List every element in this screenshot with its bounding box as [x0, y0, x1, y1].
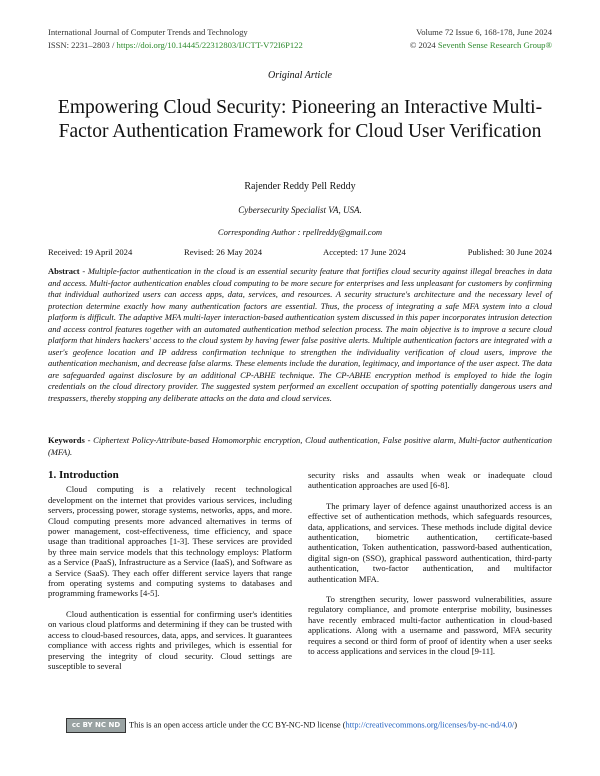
journal-info [48, 26, 303, 52]
abstract-text: - Multiple-factor authentication in the cloud is an essential security feature that fortifies cloud security against illegal breaches in data and access. Multi-factor authentication enables cloud computing to be more secure for enterprises and less unpleasant for customers by confirming that individual authorized users can access apps, data, services, and resources. A security structure's architecture and the necessary level of protection determine exactly how many authentication factors are essential. Thus, the process of integrating a safe MFA system into a cloud platform is difficult. The adaptive MFA multi-layer interaction-based authentication system discussed in this paper incorporates intrusion detection and access control features together with an automated authentication method selection process. The main objective is to improve a secure cloud platform that hinders hackers' access to the cloud system by having fewer false positive alerts. Multiple authentication factors are integrated with a user's geofence location and IP address confirmation technique to strengthen the individuality verification of cloud users, improve the authentication mechanism, and decrease false alarms. These elements include the duration, legitimacy, and importance of the user aspect. The data are safeguarded against disclosure by an additional CP-ABHE technique. The CP-ABHE encryption method is employed to hide the login credentials on the cloud directory provider. The suggested system performed an excellent occupation of spotting potentially dangerous users and trespassers, thereby stopping any deliberate attacks on the data and cloud services. [48, 266, 552, 403]
copyright: © 2024 [409, 40, 438, 50]
issn: ISSN: 2231–2803 / [48, 40, 117, 50]
journal-name: International Journal of Computer Trends and Technology [48, 27, 248, 37]
article-type: Original Article [268, 70, 332, 81]
paragraph: To strengthen security, lower password vulnerabilities, assure regulatory compliance, and promote enterprise mobility, businesses have recently embraced multi-factor authentication in cloud-based applications. Along with a username and password, MFA security requires a second or third form of proof of identity when a user seeks to access applications and services in the cloud [9-11]. [308, 594, 552, 657]
right-column [308, 470, 552, 667]
keywords-label: Keywords [48, 435, 85, 445]
cc-license-badge: cc BY NC ND [66, 718, 126, 733]
abstract [48, 266, 552, 404]
paragraph: Cloud computing is a relatively recent technological development on the internet that provides various services, including servers, processing power, storage systems, networks, apps, and more. Cloud computing presents more advanced alternatives in terms of power management, cost-effectiveness, time efficiency, and space usage than traditional approaches [1-3]. These services are provided by three main service models that this technology employs: Platform as a Service (PaaS), Infrastructure as a Service (IaaS), and Software as a Service (SaaS). They each offer different service layers that range from operating systems and computing systems to databases and programming frameworks [4-5]. [48, 484, 292, 599]
dates-row [48, 247, 552, 259]
date-received: Received: 19 April 2024 [48, 247, 133, 257]
keywords-text: - Ciphertext Policy-Attribute-based Homomorphic encryption, Cloud authentication, False positive alarm, Multi-factor authentication (MFA). [48, 435, 552, 457]
publisher-link[interactable]: Seventh Sense Research Group® [437, 40, 552, 50]
license-close: ) [514, 720, 518, 730]
paper-title: Empowering Cloud Security: Pioneering an Interactive Multi-Factor Authentication Framework for Cloud User Verification [57, 97, 543, 142]
issn-doi-line [48, 39, 303, 52]
volume-issue: Volume 72 Issue 6, 168-178, June 2024 [416, 27, 552, 37]
doi-link[interactable]: https://doi.org/10.14445/22312803/IJCTT-V72I6P122 [116, 40, 303, 50]
date-published: Published: 30 June 2024 [467, 247, 552, 257]
paragraph: Cloud authentication is essential for confirming user's identities on various cloud platforms and determining if they can be trusted with access to cloud-based resources, data, apps, and services. It guarantees compliance with access rights and privileges, which is essential for preserving the integrity of cloud security. Cloud settings are susceptible to several [48, 608, 292, 671]
license-text: This is an open access article under the CC BY-NC-ND license ( [129, 720, 346, 730]
volume-info [410, 26, 552, 52]
section-heading: 1. Introduction [48, 469, 119, 481]
keywords [48, 435, 552, 458]
copyright-line [410, 39, 552, 52]
license-link[interactable]: http://creativecommons.org/licenses/by-nc-nd/4.0/ [345, 720, 515, 730]
license-footer [66, 718, 560, 732]
paragraph: The primary layer of defence against unauthorized access is an effective set of authentication methods, which safeguards resources, data, applications, and services. These methods include digital device authentication, biometric authentication, certificate-based authentication, Token authentication, password-based authentication, digital sign-on (SSO), graphical password authentication, third-party authentication, two-factor authentication, and multifactor authentication MFA. [308, 500, 552, 584]
date-accepted: Accepted: 17 June 2024 [323, 247, 406, 257]
paragraph: security risks and assaults when weak or inadequate cloud authentication approaches are used [6-8]. [308, 470, 552, 491]
corresponding-author: Corresponding Author : rpellreddy@gmail.com [217, 227, 383, 237]
page-header [48, 26, 552, 56]
author-name: Rajender Reddy Pell Reddy [244, 181, 356, 192]
date-revised: Revised: 26 May 2024 [184, 247, 263, 257]
abstract-label: Abstract [48, 266, 80, 276]
left-column [48, 470, 292, 681]
affiliation: Cybersecurity Specialist VA, USA. [238, 205, 362, 215]
